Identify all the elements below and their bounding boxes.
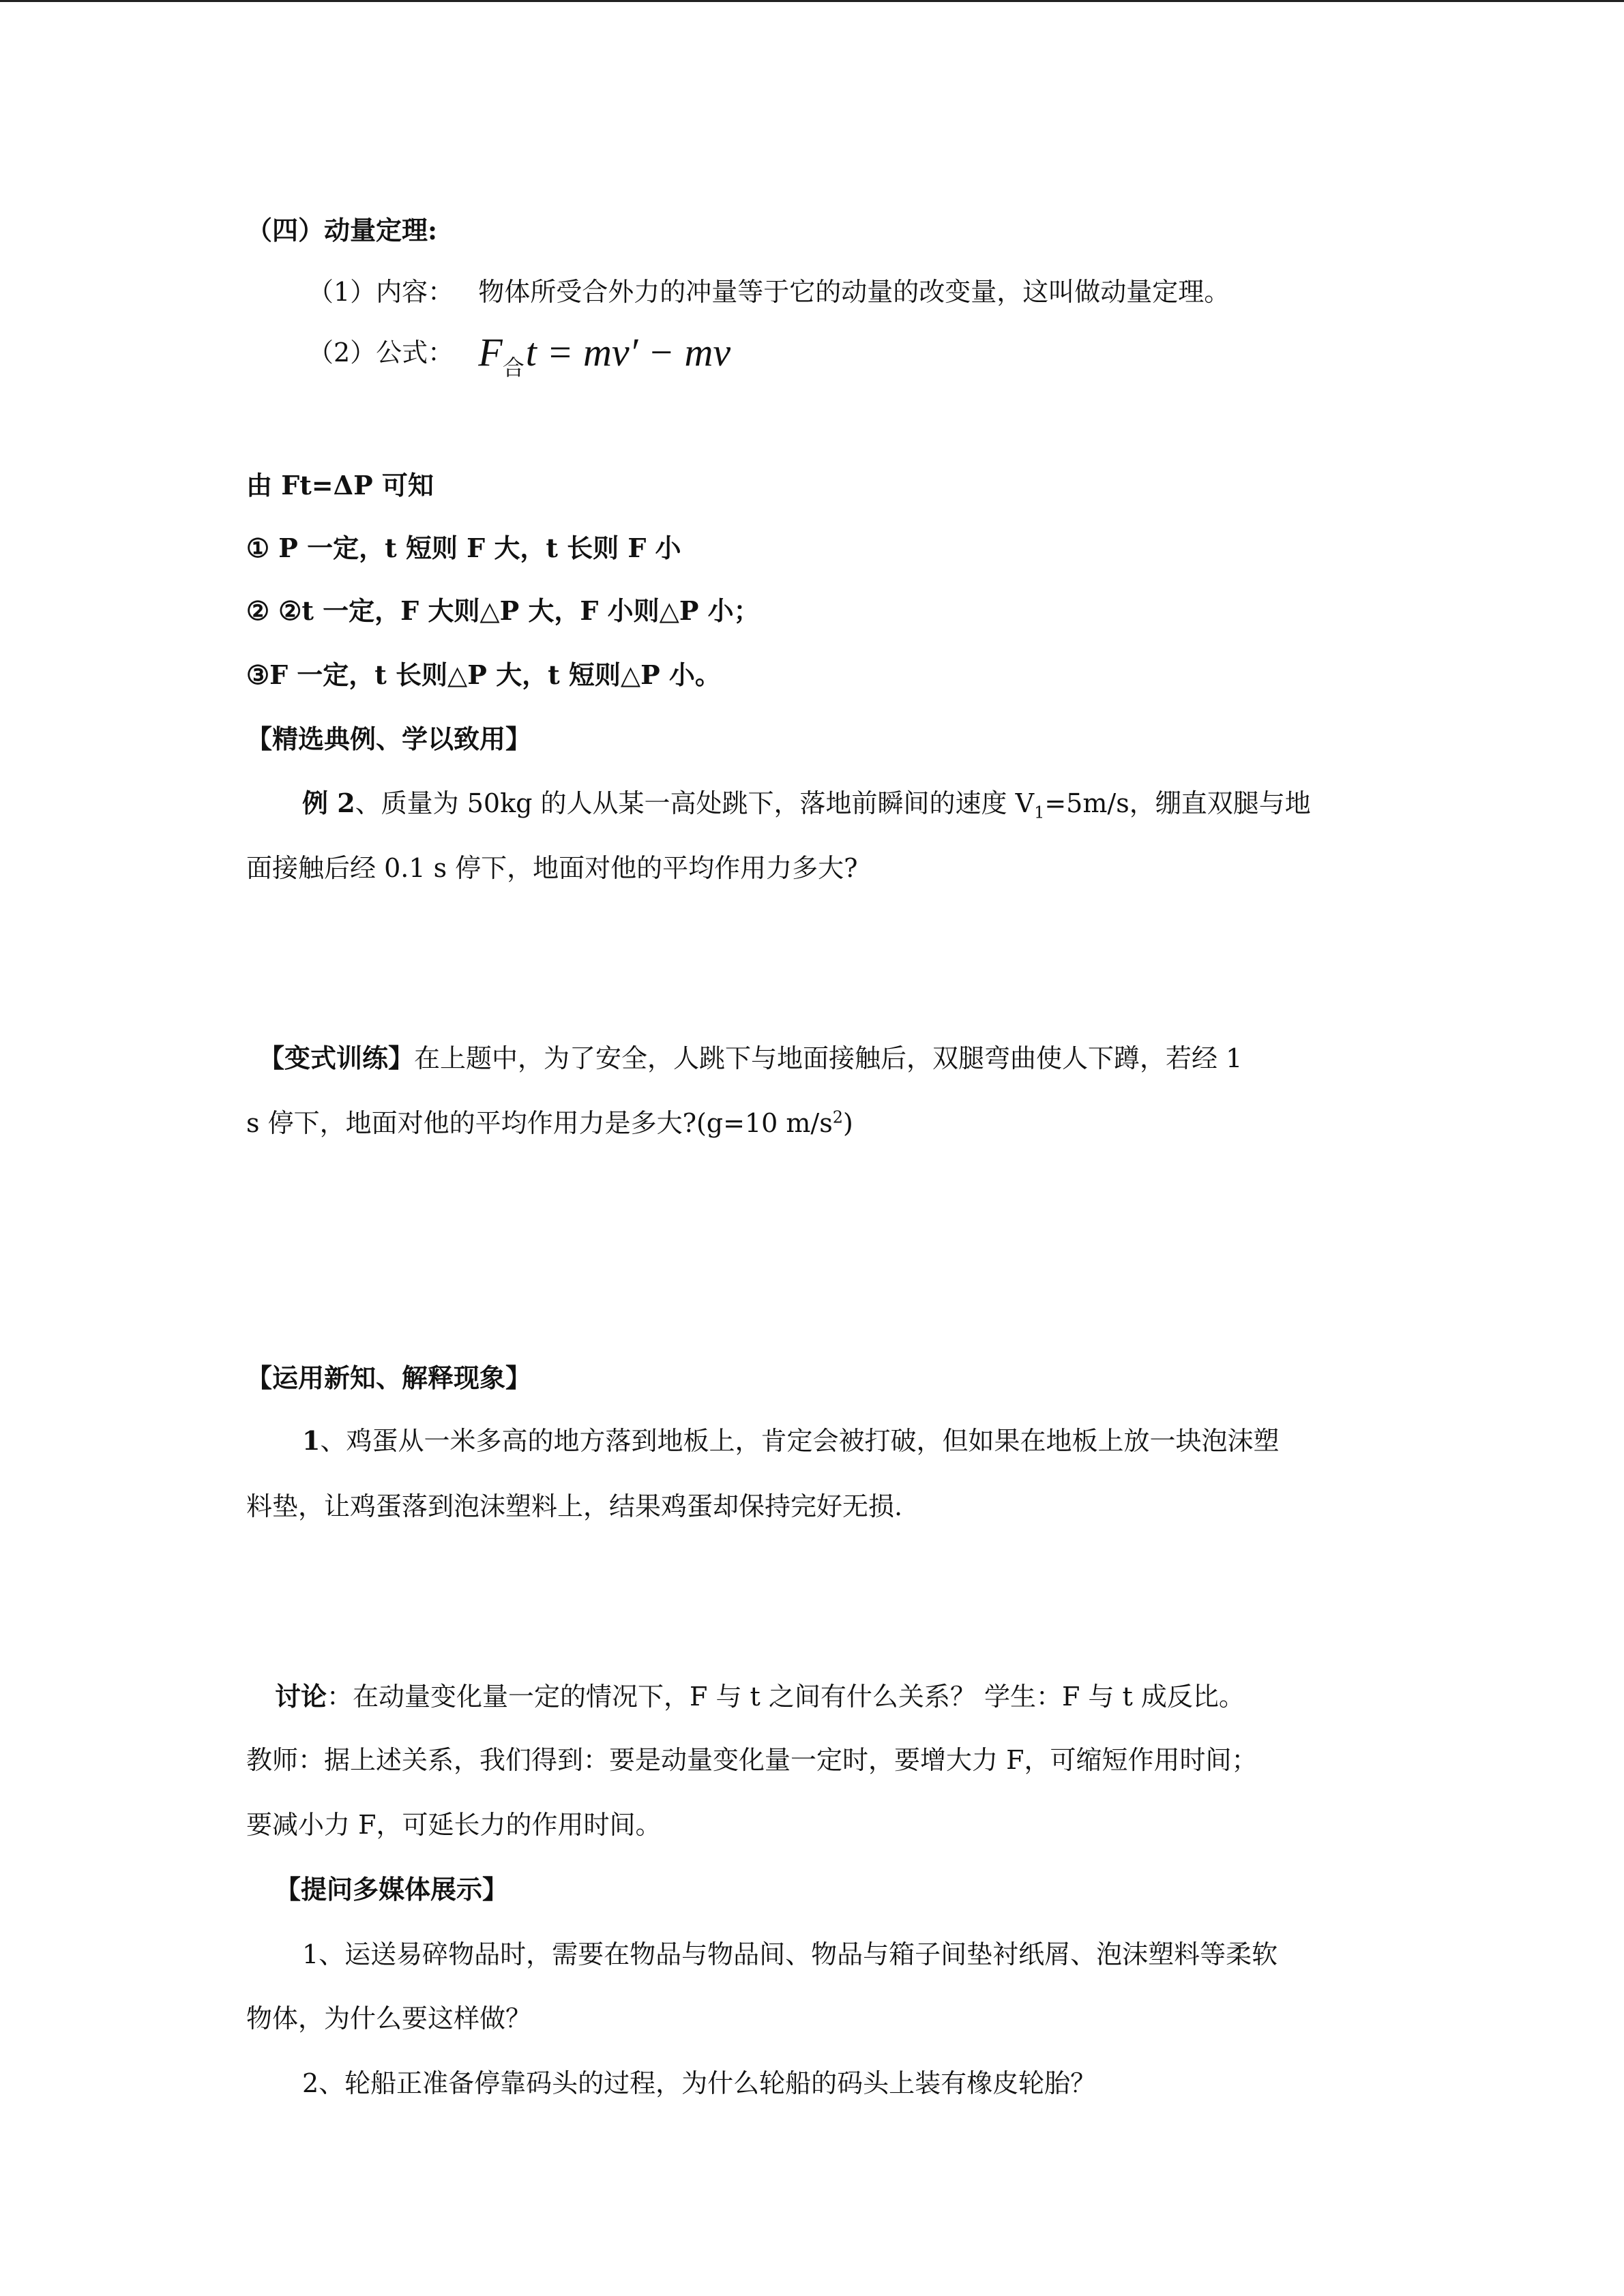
momentum-theorem-formula: $F_合t = mv'$ − mv [478,330,731,380]
deduction-item-2: ② ②t 一定，F 大则△P 大，F 小则△P 小； [246,595,760,626]
apply-q1-label: 1 [302,1425,321,1456]
discussion-line-1: 讨论：在动量变化量一定的情况下，F 与 t 之间有什么关系？ 学生：F 与 t 成反比。 [275,1681,1245,1712]
formula-line [308,330,731,385]
deduction-title: 由 Ft=ΔP 可知 [246,470,434,501]
multimedia-heading: 【提问多媒体展示】 [275,1874,509,1905]
formula-label: （2）公式： [308,338,454,368]
content-label: （1）内容： [308,277,454,307]
example-2-line-2: 面接触后经 0.1 s 停下，地面对他的平均作用力多大? [246,853,858,883]
deduction-item-3: ③F 一定，t 长则△P 大，t 短则△P 小。 [246,659,721,690]
content-text: 物体所受合外力的冲量等于它的动量的改变量，这叫做动量定理。 [478,277,1230,307]
apply-heading: 【运用新知、解释现象】 [246,1362,532,1393]
variant-label: 【变式训练】 [259,1043,415,1073]
variant-line-2: s 停下，地面对他的平均作用力是多大?(g=10 $m/s^2$) [246,1107,853,1138]
discussion-line-2: 教师：据上述关系，我们得到：要是动量变化量一定时，要增大力 F，可缩短作用时间； [246,1745,1258,1775]
multimedia-q2: 2、轮船正准备停靠码头的过程，为什么轮船的码头上装有橡皮轮胎？ [302,2068,1097,2098]
multimedia-q1-line-2: 物体，为什么要这样做？ [246,2003,532,2033]
variant-line-1: 【变式训练】在上题中，为了安全，人跳下与地面接触后，双腿弯曲使人下蹲，若经 1 [259,1043,1243,1073]
discussion-line-3: 要减小力 F，可延长力的作用时间。 [246,1810,662,1840]
discussion-label: 讨论 [275,1681,327,1712]
apply-q1-line-1: 1、鸡蛋从一米多高的地方落到地板上，肯定会被打破，但如果在地板上放一块泡沫塑 [302,1425,1280,1456]
deduction-item-1: ① P 一定，t 短则 F 大，t 长则 F 小 [246,533,681,563]
apply-q1-line-2: 料垫，让鸡蛋落到泡沫塑料上，结果鸡蛋却保持完好无损. [246,1491,903,1521]
example-2-line-1: 例 2、质量为 50kg 的人从某一高处跳下，落地前瞬间的速度 $V_1=5m/s$，绷直双腿与地 [302,788,1311,822]
section-heading: （四）动量定理: [246,215,438,245]
examples-heading: 【精选典例、学以致用】 [246,724,532,754]
example-2-label: 例 2 [302,788,355,818]
page-top-border [0,0,1624,2]
content-line [308,275,1230,309]
multimedia-q1-line-1: 1、运送易碎物品时，需要在物品与物品间、物品与箱子间垫衬纸屑、泡沫塑料等柔软 [302,1939,1278,1969]
